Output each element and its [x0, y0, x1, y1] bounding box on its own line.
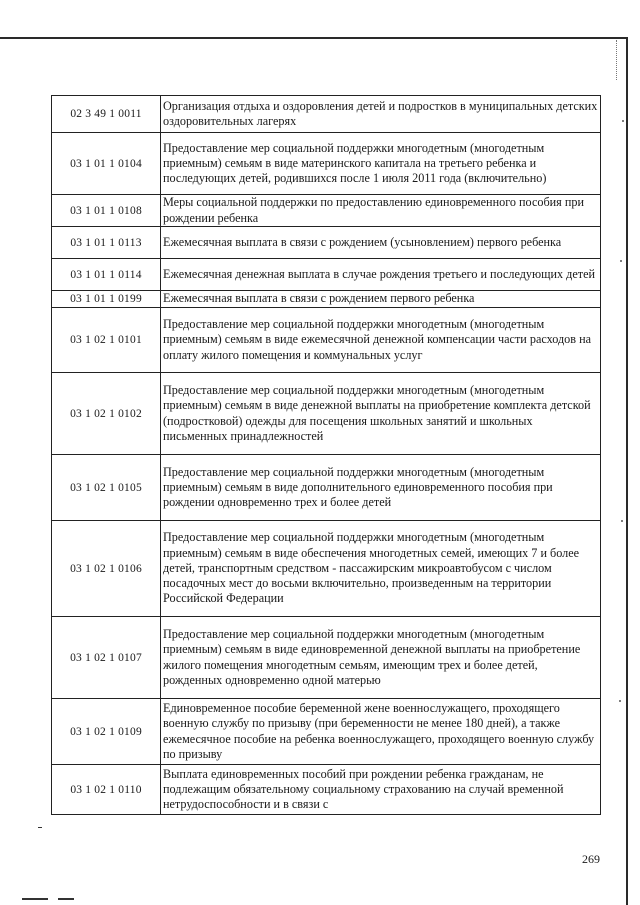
row-description: Предоставление мер социальной поддержки многодетным (многодетным приемным) семьям в виде денежной выплаты на приобретение комплекта детской (подростковой) одежды для посещения школьных занятий и школьных письменных принадлежностей [161, 373, 601, 455]
row-code: 03 1 02 1 0109 [52, 699, 161, 765]
row-description: Ежемесячная выплата в связи с рождением первого ребенка [161, 291, 601, 308]
table-row [52, 765, 601, 815]
scan-edge-dots [608, 40, 617, 80]
row-description: Ежемесячная выплата в связи с рождением (усыновлением) первого ребенка [161, 227, 601, 259]
row-description: Предоставление мер социальной поддержки многодетным (многодетным приемным) семьям в виде обеспечения многодетных семей, имеющих 7 и более детей, транспортным средством - пассажирским микроавтобусом с числом посадочных мест до восьми включительно, произведенным на территории Российской Федерации [161, 521, 601, 617]
row-code: 03 1 02 1 0102 [52, 373, 161, 455]
row-description: Выплата единовременных пособий при рождении ребенка гражданам, не подлежащим обязательному социальному страхованию на случай временной нетрудоспособности и в связи с [161, 765, 601, 815]
table-row [52, 373, 601, 455]
row-code: 03 1 02 1 0106 [52, 521, 161, 617]
table-row [52, 617, 601, 699]
table-row [52, 291, 601, 308]
row-code: 03 1 02 1 0110 [52, 765, 161, 815]
row-code: 03 1 01 1 0113 [52, 227, 161, 259]
table-row [52, 96, 601, 133]
row-code: 02 3 49 1 0011 [52, 96, 161, 133]
table-row [52, 227, 601, 259]
budget-codes-table [51, 95, 601, 815]
row-description: Предоставление мер социальной поддержки многодетным (многодетным приемным) семьям в виде дополнительного единовременного пособия при рождении одновременно трех и более детей [161, 455, 601, 521]
row-description: Меры социальной поддержки по предоставлению единовременного пособия при рождении ребенка [161, 195, 601, 227]
page-number: 269 [582, 852, 600, 866]
table-row [52, 699, 601, 765]
row-code: 03 1 02 1 0107 [52, 617, 161, 699]
scan-speck [620, 260, 622, 262]
table-row [52, 195, 601, 227]
scan-speck [622, 120, 624, 122]
scan-speck [621, 520, 623, 522]
table-row [52, 521, 601, 617]
row-description: Единовременное пособие беременной жене военнослужащего, проходящего военную службу по призыву (при беременности не менее 180 дней), а также ежемесячное пособие на ребенка военнослужащего, проходящего военную службу по призыву [161, 699, 601, 765]
row-description: Предоставление мер социальной поддержки многодетным (многодетным приемным) семьям в виде ежемесячной денежной компенсации части расходов на оплату жилого помещения и коммунальных услуг [161, 308, 601, 373]
row-description: Предоставление мер социальной поддержки многодетным (многодетным приемным) семьям в виде единовременной денежной выплаты на приобретение жилого помещения многодетным семьям, имеющим трех и более детей, рожденных одновременно одной матерью [161, 617, 601, 699]
scan-edge-top [0, 37, 628, 39]
row-code: 03 1 01 1 0108 [52, 195, 161, 227]
row-code: 03 1 02 1 0101 [52, 308, 161, 373]
table-row [52, 308, 601, 373]
row-code: 03 1 02 1 0105 [52, 455, 161, 521]
row-code: 03 1 01 1 0104 [52, 133, 161, 195]
scan-edge-bottom-mark [22, 898, 48, 900]
scan-edge-bottom-mark [58, 898, 74, 900]
row-code: 03 1 01 1 0199 [52, 291, 161, 308]
row-code: 03 1 01 1 0114 [52, 259, 161, 291]
margin-mark [38, 827, 42, 828]
scan-edge-right [626, 38, 628, 905]
row-description: Предоставление мер социальной поддержки многодетным (многодетным приемным) семьям в виде материнского капитала на третьего ребенка и последующих детей, родившихся после 1 июля 2011 года (включительно) [161, 133, 601, 195]
table-row [52, 455, 601, 521]
table-row [52, 133, 601, 195]
table-row [52, 259, 601, 291]
row-description: Ежемесячная денежная выплата в случае рождения третьего и последующих детей [161, 259, 601, 291]
row-description: Организация отдыха и оздоровления детей и подростков в муниципальных детских оздоровительных лагерях [161, 96, 601, 133]
scan-speck [619, 700, 621, 702]
